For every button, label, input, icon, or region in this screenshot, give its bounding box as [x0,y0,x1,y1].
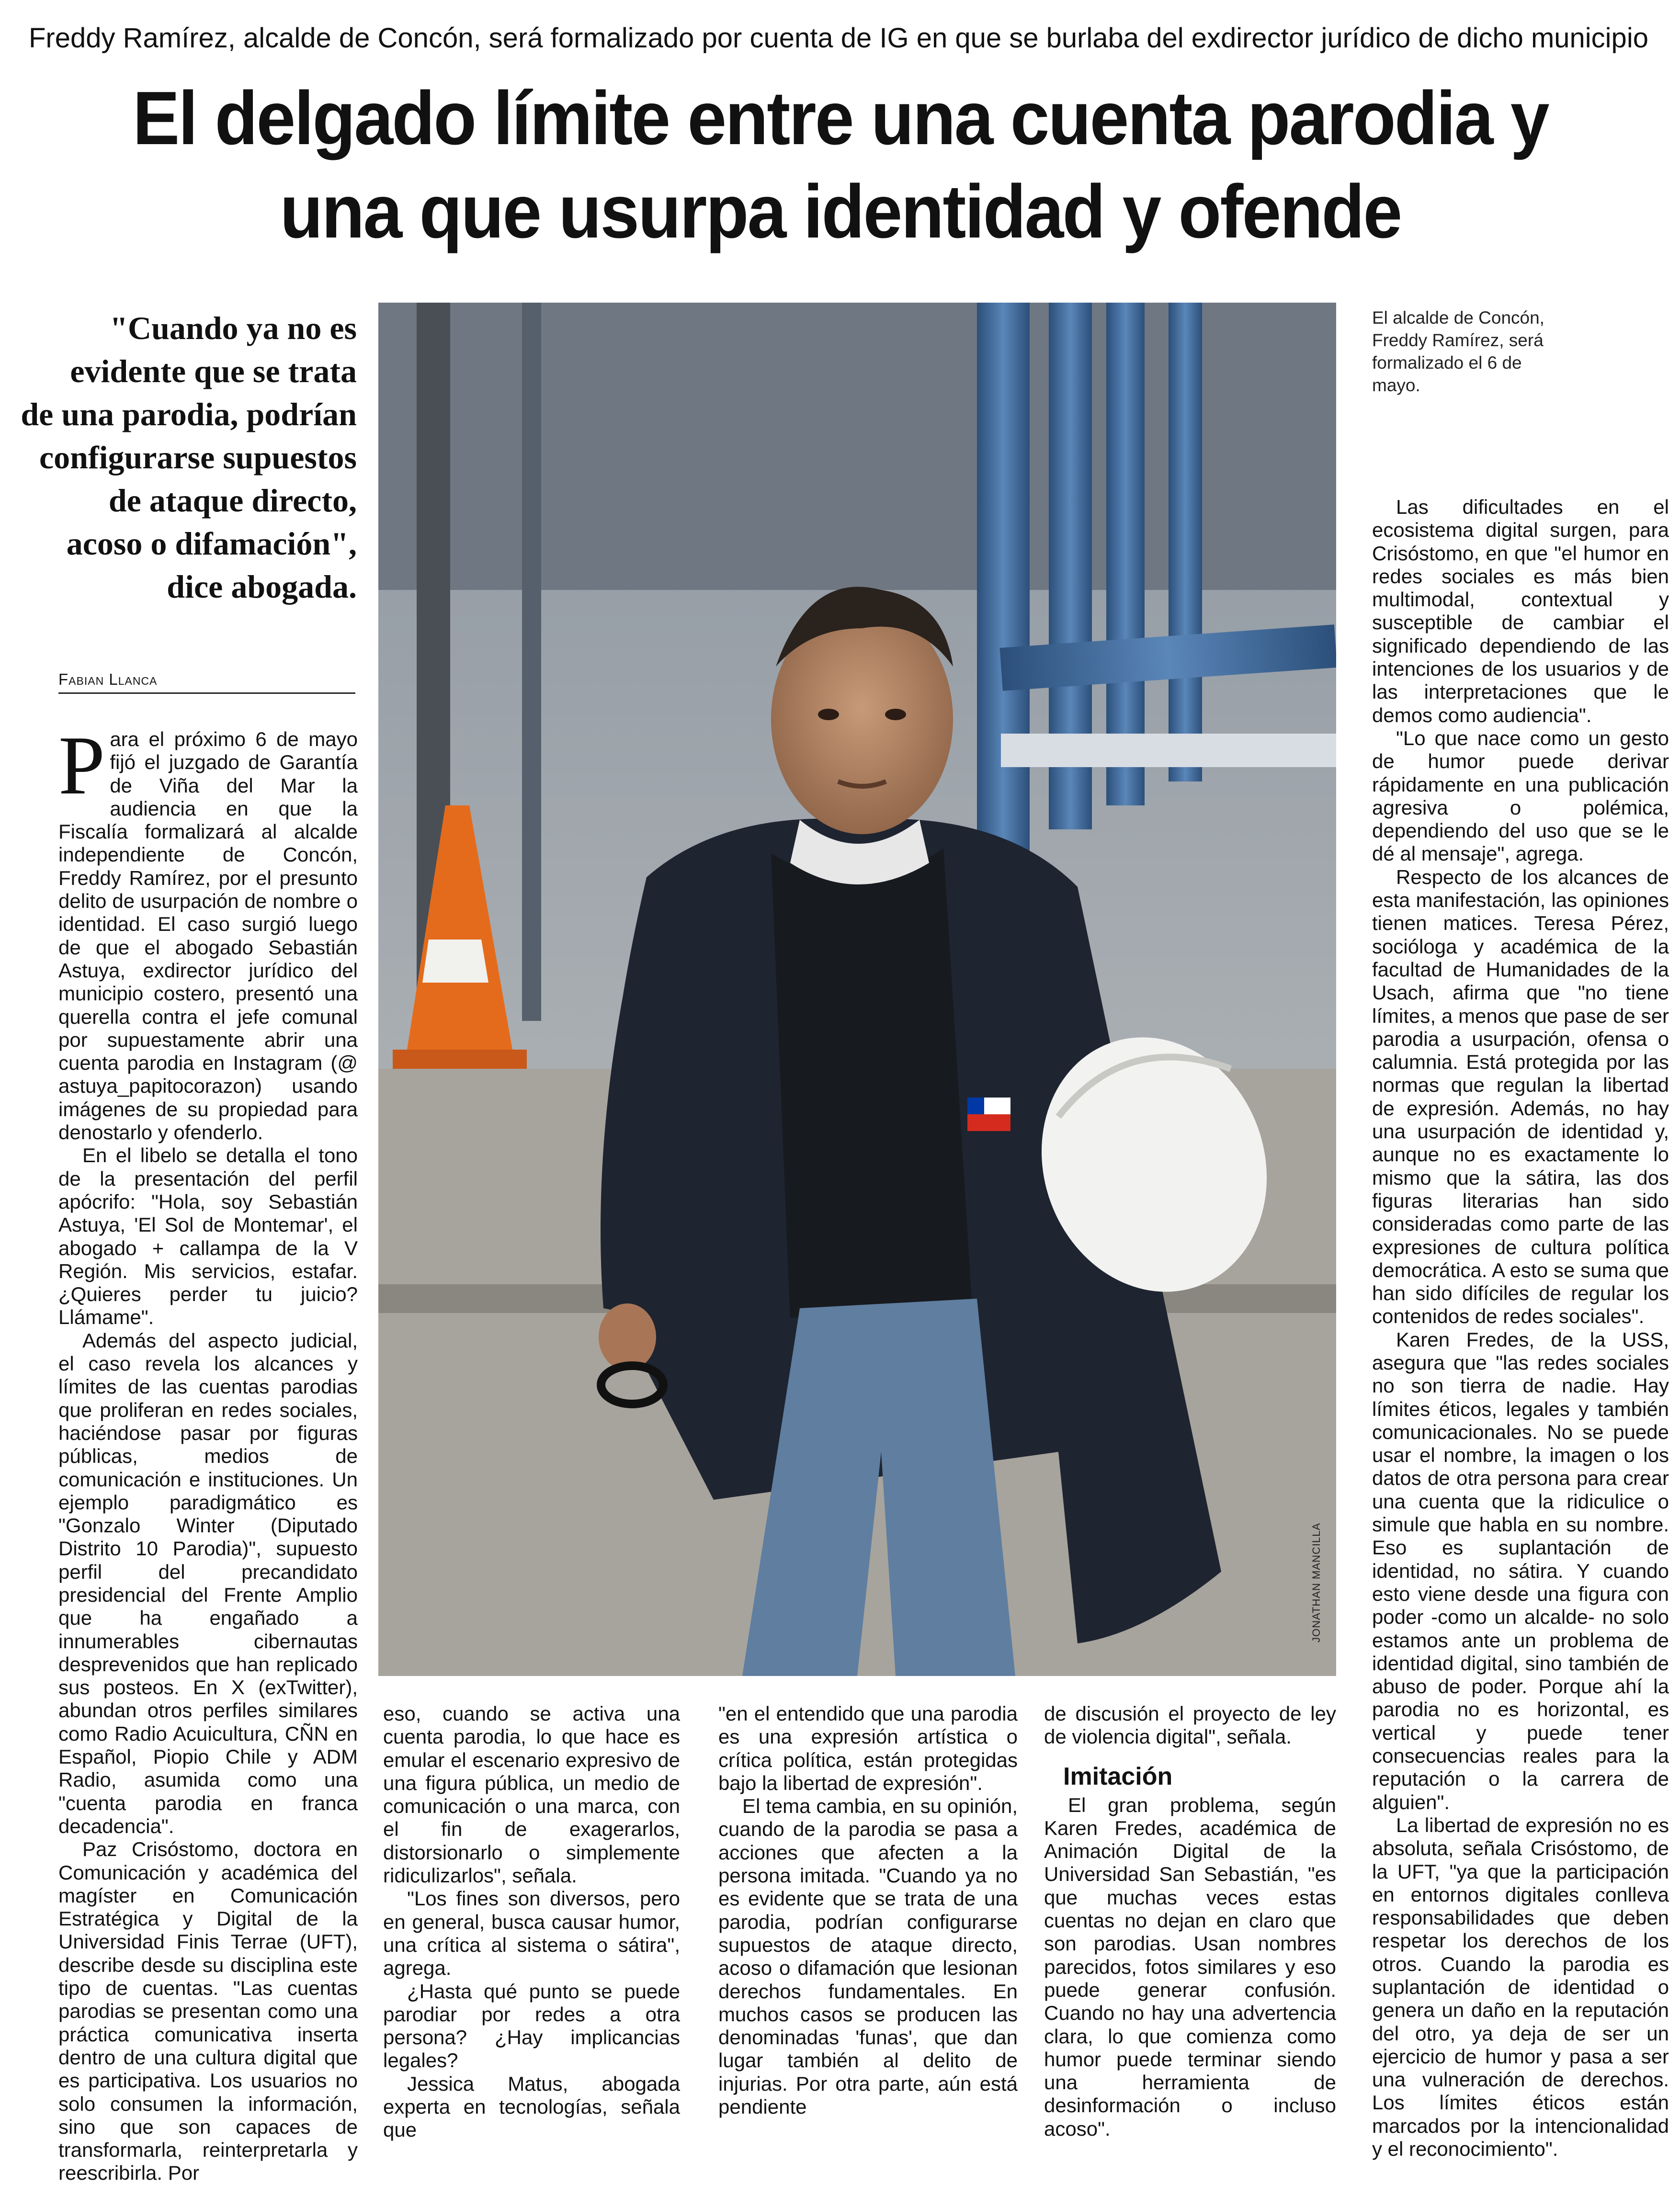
pull-quote [10,306,357,608]
pull-quote-line: evidente que se trata [70,353,357,389]
paragraph: "Los fines son diversos, pero en general, busca causar humor, una crítica al sistema o sátira", agrega. [383,1887,680,1980]
body-column-2 [383,1702,680,2142]
paragraph: Respecto de los alcances de esta manifestación, las opiniones tienen matices. Teresa Pérez, socióloga y académica de la facultad de Humanidades de la Usach, afirma que "no tiene límites, a menos que pase de ser parodia a usurpación, ofensa o calumnia. Está protegida por las normas que regulan la libertad de expresión. Además, no hay una usurpación de identidad y, aunque no es exactamente lo mismo que la sátira, las dos figuras literarias han sido consideradas como parte de las expresiones de cultura política democrática. A esto se suma que han sido difíciles de regular los contenidos de redes sociales". [1372,865,1669,1328]
subhead: Imitación [1063,1762,1173,1790]
headline-line-1: El delgado límite entre una cuenta parodia y [133,76,1548,160]
body-column-4 [1044,1702,1336,2140]
pull-quote-line: de una parodia, podrían [21,396,357,432]
paragraph: "Lo que nace como un gesto de humor puede derivar rápidamente en una publicación agresiva o polémica, dependiendo del uso que se le dé al mensaje", agrega. [1372,726,1669,865]
paragraph: "en el entendido que una parodia es una expresión artística o crítica política, están protegidas bajo la libertad de expresión". [718,1702,1018,1794]
photo-caption: El alcalde de Concón, Freddy Ramírez, será formalizado el 6 de mayo. [1372,308,1544,395]
byline-name: Fabian Llanca [58,670,158,688]
paragraph: Jessica Matus, abogada experta en tecnologías, señala que [383,2072,680,2141]
paragraph: Paz Crisóstomo, doctora en Comunicación y académica del magíster en Comunicación Estratégica y Digital de la Universidad Finis Terrae (UFT), describe desde su disciplina este tipo de cuentas. "Las cuentas parodias se presentan como una práctica comunicativa inserta dentro de una cultura digital que es participativa. Los usuarios no solo consumen la información, sino que son capaces de transformarla, reinterpretarla y reescribirla. Por [58,1838,358,2185]
paragraph: Las dificultades en el ecosistema digital surgen, para Crisóstomo, en que "el humor en redes sociales es más bien multimodal, contextual y susceptible de cambiar el significado dependiendo de las intenciones de los usuarios y de las interpretaciones que le demos como audiencia". [1372,496,1669,726]
headline-line-2: una que usurpa identidad y ofende [280,170,1401,254]
pull-quote-line: de ataque directo, [108,482,357,519]
paragraph: La libertad de expresión no es absoluta, señala Crisóstomo, de la UFT, "ya que la participación en entornos digitales conlleva responsabilidades que deben respetar los derechos de los otros. Cuando la parodia es suplantación de identidad o genera un daño en la reputación del otro, ya deja de ser un ejercicio de humor y pasa a ser una vulneración de derechos. Los límites éticos están marcados por la intencionalidad y el reconocimiento". [1372,1813,1669,2161]
body-column-3 [718,1702,1018,2118]
byline [58,670,355,694]
pull-quote-line: acoso o difamación", [66,525,357,562]
pull-quote-line: dice abogada. [167,568,357,605]
photo-credit: JONATHAN MANCILLA [1310,1522,1322,1642]
article-photo [378,303,1336,1676]
paragraph: eso, cuando se activa una cuenta parodia, lo que hace es emular el escenario expresivo de una figura pública, un medio de comunicación o una marca, con el fin de exagerarlos, distorsionarlo o simplemente ridiculizarlos", señala. [383,1702,680,1887]
paragraph: Además del aspecto judicial, el caso revela los alcances y límites de las cuentas parodias que proliferan en redes sociales, haciéndose pasar por figuras públicas, medios de comunicación e instituciones. Un ejemplo paradigmático es "Gonzalo Winter (Diputado Distrito 10 Parodia)", supuesto perfil del precandidato presidencial del Frente Amplio que ha engañado a innumerables cibernautas desprevenidos que han replicado sus posteos. En X (exTwitter), abundan otros perfiles similares como Radio Acuicultura, CÑN en Español, Piopio Chile y ADM Radio, asumida como una "cuenta parodia en franca decadencia". [58,1329,358,1837]
pull-quote-line: "Cuando ya no es [110,310,357,346]
paragraph [58,719,358,1144]
man-walking-photo [378,303,1336,1676]
paragraph-text: ara el próximo 6 de mayo fijó el juzgado de Garantía de Viña del Mar la audiencia en que la Fiscalía formalizará al alcalde independiente de Concón, Freddy Ramírez, por el presunto delito de usurpación de nombre o identidad. El caso surgió luego de que el abogado Sebastián Astuya, exdirector jurídico del municipio costero, presentó una querella contra el jefe comunal por supuestamente abrir una cuenta parodia en Instagram (@ astuya_papitocorazon) usando imágenes de su propiedad para denostarlo y ofenderlo. [58,728,358,1144]
drop-cap: P [58,719,105,812]
paragraph: El tema cambia, en su opinión, cuando de la parodia se pasa a acciones que afecten a la persona imitada. "Cuando ya no es evidente que se trata de una parodia, podrían configurarse supuestos de ataque directo, acoso o difamación que lesionan derechos fundamentales. En muchos casos se producen las denominadas 'funas', que dan lugar también al delito de injurias. Por otra parte, aún está pendiente [718,1795,1018,2118]
paragraph: Karen Fredes, de la USS, asegura que "las redes sociales no son tierra de nadie. Hay límites éticos, legales y también comunicacionales. No se puede usar el nombre, la imagen o los datos de otra persona para crear una cuenta que la ridiculice o simule que habla en su nombre. Eso es suplantación de identidad, no sátira. Y cuando esto viene desde una figura con poder -como un alcalde- no solo estamos ante un problema de identidad digital, sino también de abuso de poder. Porque ahí la parodia no es horizontal, es vertical y puede tener consecuencias reales para la reputación o la carrera de alguien". [1372,1328,1669,1813]
paragraph: de discusión el proyecto de ley de violencia digital", señala. [1044,1702,1336,1748]
kicker: Freddy Ramírez, alcalde de Concón, será formalizado por cuenta de IG en que se burlaba del exdirector jurídico de dicho municipio [29,23,1648,54]
paragraph: El gran problema, según Karen Fredes, académica de Animación Digital de la Universidad San Sebastián, "es que muchas veces estas cuentas no dejan en claro que son parodias. Usan nombres parecidos, fotos similares y eso puede generar confusión. Cuando no hay una advertencia clara, lo que comienza como humor puede terminar siendo una herramienta de desinformación o incluso acoso". [1044,1793,1336,2140]
pull-quote-line: configurarse supuestos [39,439,357,475]
paragraph: ¿Hasta qué punto se puede parodiar por redes a otra persona? ¿Hay implicancias legales? [383,1980,680,2072]
headline [68,72,1613,259]
body-column-5 [1372,496,1669,2161]
paragraph: En el libelo se detalla el tono de la presentación del perfil apócrifo: "Hola, soy Sebastián Astuya, 'El Sol de Montemar', el abogado + callampa de la V Región. Mis servicios, estafar. ¿Quieres perder tu juicio? Llámame". [58,1144,358,1329]
body-column-1 [58,719,358,2185]
